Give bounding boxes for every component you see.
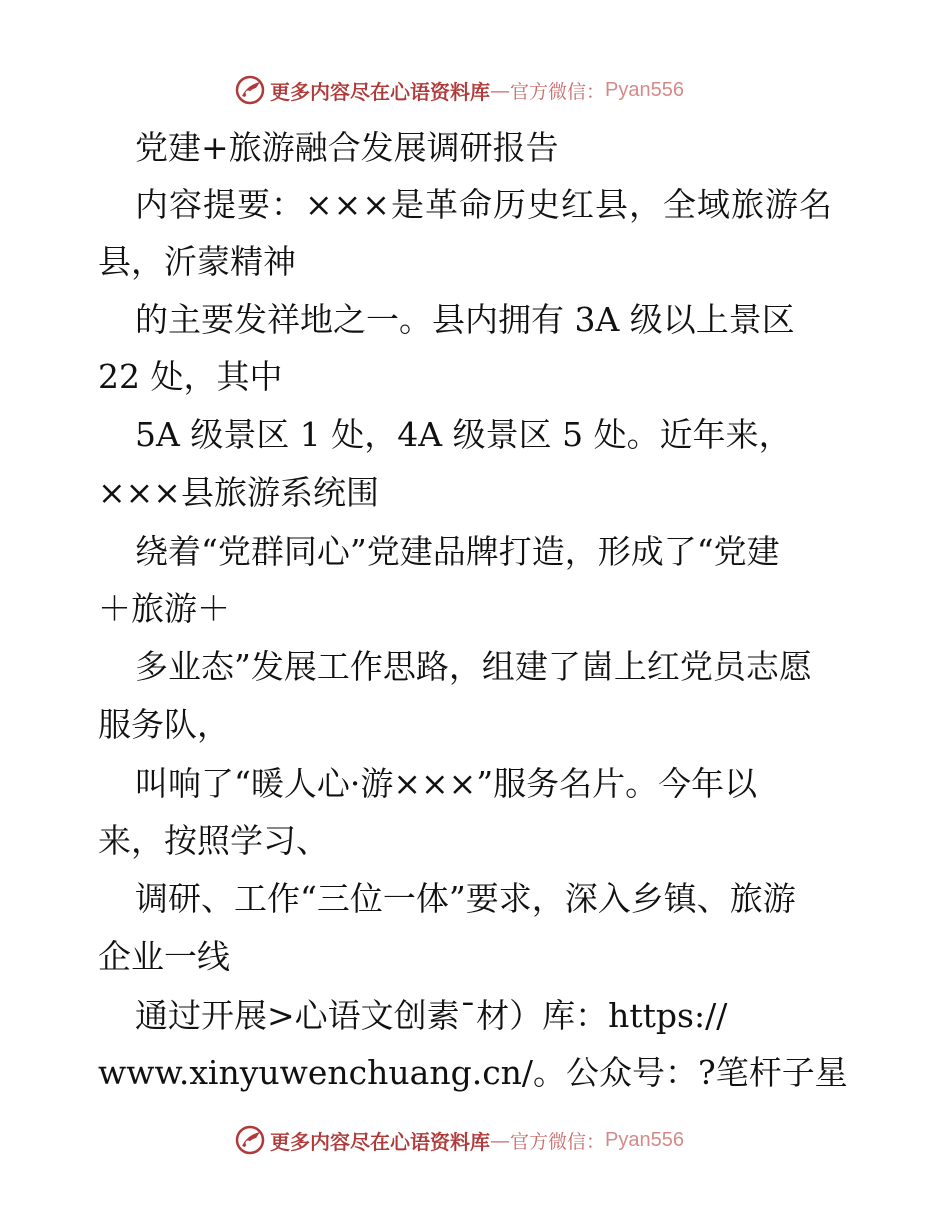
text-line-11: 叫响了“暖人心·游×××”服务名片。今年以 <box>135 764 758 803</box>
text-line <box>0 703 950 747</box>
text-line <box>0 298 950 342</box>
wechat-id: Pyan556 <box>605 78 684 101</box>
text-line <box>0 645 950 689</box>
text-line-1: 内容提要：×××是革命历史红县，全域旅游名 <box>135 185 833 224</box>
text-line-7: 绕着“党群同心”党建品牌打造，形成了“党建 <box>135 532 780 571</box>
wechat-label: 官方微信： <box>510 1130 606 1153</box>
text-line <box>0 877 950 921</box>
text-line-5: 5A 级景区 1 处，4A 级景区 5 处。近年来， <box>135 415 792 454</box>
text-line <box>0 413 950 457</box>
brand-logo-icon <box>234 74 266 106</box>
text-line-14: 企业一线 <box>98 937 230 976</box>
text-line-8: ＋旅游＋ <box>98 589 230 628</box>
wechat-label: 官方微信： <box>510 80 606 103</box>
text-line-15: 通过开展>心语文创素¯材）库：https:// <box>135 996 728 1035</box>
text-line <box>0 994 950 1038</box>
text-line <box>0 819 950 863</box>
header-banner <box>234 72 734 108</box>
text-line-13: 调研、工作“三位一体”要求，深入乡镇、旅游 <box>135 879 796 918</box>
banner-separator: — <box>490 78 510 102</box>
banner-text: 更多内容尽在心语资料库 <box>270 1129 490 1154</box>
text-line <box>0 355 950 399</box>
text-line <box>0 762 950 806</box>
banner-separator: — <box>490 1128 510 1152</box>
text-line <box>0 471 950 515</box>
text-line-16: www.xinyuwenchuang.cn/。公众号：?笔杆子星 <box>98 1053 848 1092</box>
text-line <box>0 587 950 631</box>
text-line-12: 来，按照学习、 <box>98 821 329 860</box>
wechat-id: Pyan556 <box>605 1128 684 1151</box>
text-line-3: 的主要发祥地之一。县内拥有 3A 级以上景区 <box>135 300 795 339</box>
banner-text: 更多内容尽在心语资料库 <box>270 79 490 104</box>
text-line-6: ×××县旅游系统围 <box>98 473 379 512</box>
document-title-line <box>0 126 950 170</box>
text-line <box>0 530 950 574</box>
document-title: 党建+旅游融合发展调研报告 <box>135 128 559 167</box>
text-line-4: 22 处，其中 <box>98 357 283 396</box>
footer-banner <box>234 1122 734 1158</box>
text-line-10: 服务队， <box>98 705 230 744</box>
brand-logo-icon <box>234 1124 266 1156</box>
text-line-9: 多业态”发展工作思路，组建了崮上红党员志愿 <box>135 647 812 686</box>
text-line <box>0 183 950 227</box>
text-line <box>0 935 950 979</box>
text-line-2: 县，沂蒙精神 <box>98 242 296 281</box>
text-line <box>0 1051 950 1095</box>
text-line <box>0 240 950 284</box>
